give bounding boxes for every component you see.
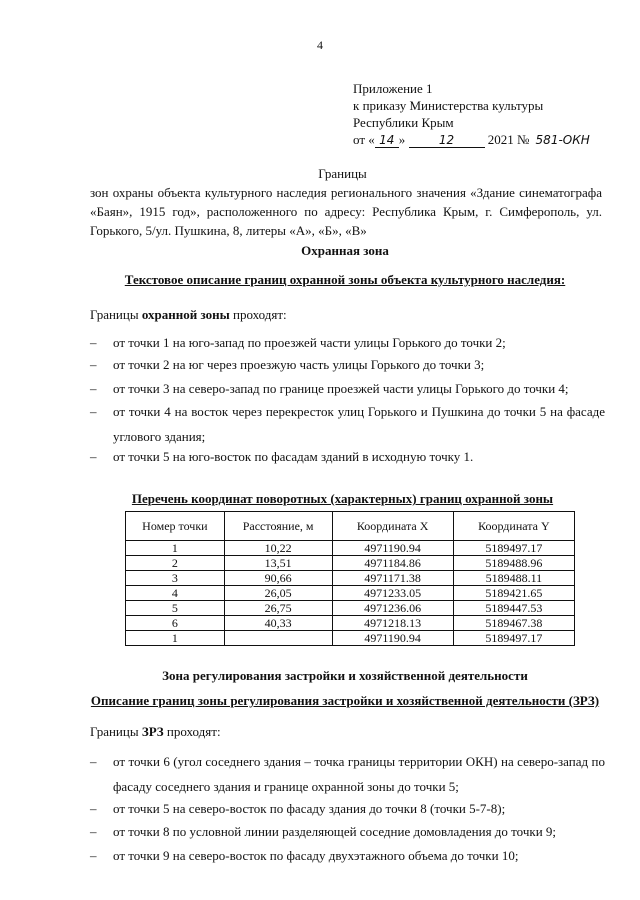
cell: 4 — [126, 586, 225, 601]
zrz-bullet — [90, 819, 605, 844]
cell: 5189497.17 — [453, 631, 574, 646]
bullet-text: от точки 8 по условной линии разделяющей соседние домовладения до точки 9; — [113, 824, 557, 839]
bullet-dash: – — [90, 754, 97, 769]
cell: 4971190.94 — [332, 541, 453, 556]
cell: 4971184.86 — [332, 556, 453, 571]
cell: 4971236.06 — [332, 601, 453, 616]
col-coord-x: Координата X — [332, 512, 453, 541]
doc-title: Границы — [318, 166, 367, 181]
bullet-dash: – — [90, 381, 97, 396]
table-header-row — [126, 512, 575, 541]
cell: 5189488.96 — [453, 556, 574, 571]
cell: 4971171.38 — [332, 571, 453, 586]
date-day: 14 — [375, 134, 399, 148]
cell: 5189447.53 — [453, 601, 574, 616]
table-row — [126, 586, 575, 601]
date-month: 12 — [409, 134, 485, 148]
cell: 5189467.38 — [453, 616, 574, 631]
protection-zone-heading: Охранная зона — [301, 243, 389, 258]
bullet-dash: – — [90, 357, 97, 372]
bullet-dash: – — [90, 335, 97, 350]
bullet-text: от точки 2 на юг через проезжую часть улицы Горького до точки 3; — [113, 357, 485, 372]
zrz-subheading: Описание границ зоны регулирования застройки и хозяйственной деятельности (ЗРЗ) — [90, 693, 600, 708]
cell: 40,33 — [224, 616, 332, 631]
bullet-text: от точки 5 на юго-восток по фасадам зданий в исходную точку 1. — [113, 449, 474, 464]
cell: 5 — [126, 601, 225, 616]
date-year-no: 2021 № — [487, 132, 530, 147]
appendix-line-3: Республики Крым — [353, 115, 454, 130]
bullet-text: от точки 1 на юго-запад по проезжей части улицы Горького до точки 2; — [113, 335, 506, 350]
cell: 4971233.05 — [332, 586, 453, 601]
page-number: 4 — [317, 38, 323, 52]
cell: 3 — [126, 571, 225, 586]
coordinates-table-title: Перечень координат поворотных (характерных) границ охранной зоны — [131, 491, 554, 506]
cell: 5189488.11 — [453, 571, 574, 586]
zrz-bullet — [90, 843, 605, 868]
bullet-text: от точки 4 на восток через перекресток улиц Горького и Пушкина до точки 5 на фасаде углового здания; — [113, 404, 605, 444]
appendix-date-line — [353, 131, 593, 148]
bullet-dash: – — [90, 801, 97, 816]
cell: 90,66 — [224, 571, 332, 586]
date-quote-close: » — [398, 132, 406, 147]
cell — [224, 631, 332, 646]
lead-bold: охранной зоны — [141, 307, 230, 322]
bullet-text: от точки 5 на северо-восток по фасаду здания до точки 8 (точки 5-7-8); — [113, 801, 506, 816]
lead-suffix: проходят: — [229, 307, 287, 322]
col-point-number: Номер точки — [126, 512, 225, 541]
coordinates-table — [125, 511, 575, 646]
appendix-line-2: к приказу Министерства культуры — [353, 98, 544, 113]
lead-prefix: Границы — [90, 307, 142, 322]
col-coord-y: Координата Y — [453, 512, 574, 541]
lead-bold: ЗРЗ — [141, 724, 164, 739]
protection-bullet — [90, 399, 605, 449]
table-row — [126, 631, 575, 646]
appendix-block — [353, 80, 593, 148]
cell: 13,51 — [224, 556, 332, 571]
table-row — [126, 616, 575, 631]
appendix-line-1: Приложение 1 — [353, 81, 433, 96]
protection-bullet — [90, 352, 605, 377]
zrz-heading: Зона регулирования застройки и хозяйственной деятельности — [162, 668, 528, 683]
bullet-text: от точки 6 (угол соседнего здания – точка границы территории ОКН) на северо-запад по фасаду соседнего здания и границе охранной зоны до точки 5; — [113, 754, 605, 794]
table-row — [126, 556, 575, 571]
bullet-dash: – — [90, 449, 97, 464]
cell: 6 — [126, 616, 225, 631]
protection-bullet — [90, 444, 605, 469]
table-row — [126, 601, 575, 616]
cell: 10,22 — [224, 541, 332, 556]
zrz-bullet — [90, 796, 605, 821]
table-row — [126, 541, 575, 556]
cell: 4971218.13 — [332, 616, 453, 631]
protection-lead — [90, 307, 287, 323]
zrz-lead — [90, 724, 221, 740]
cell: 5189497.17 — [453, 541, 574, 556]
lead-prefix: Границы — [90, 724, 142, 739]
cell: 4971190.94 — [332, 631, 453, 646]
cell: 26,05 — [224, 586, 332, 601]
bullet-dash: – — [90, 824, 97, 839]
table-row — [126, 571, 575, 586]
protection-zone-subheading: Текстовое описание границ охранной зоны объекта культурного наследия: — [124, 272, 566, 287]
date-from-label: от « — [353, 132, 375, 147]
protection-bullet — [90, 376, 605, 401]
cell: 2 — [126, 556, 225, 571]
intro-paragraph: зон охраны объекта культурного наследия регионального значения «Здание синематографа «Баян», 1915 год», расположенного по адресу: Республика Крым, г. Симферополь, ул. Горького, 5/ул. Пушкина, 8, литеры «А», «Б», «В» — [90, 185, 602, 238]
zrz-bullet — [90, 749, 605, 799]
cell: 26,75 — [224, 601, 332, 616]
cell: 1 — [126, 541, 225, 556]
cell: 5189421.65 — [453, 586, 574, 601]
bullet-text: от точки 3 на северо-запад по границе проезжей части улицы Горького до точки 4; — [113, 381, 569, 396]
cell: 1 — [126, 631, 225, 646]
bullet-text: от точки 9 на северо-восток по фасаду двухэтажного объема до точки 10; — [113, 848, 519, 863]
lead-suffix: проходят: — [163, 724, 221, 739]
bullet-dash: – — [90, 404, 97, 419]
col-distance: Расстояние, м — [224, 512, 332, 541]
order-number: 581-ОКН — [535, 133, 590, 147]
bullet-dash: – — [90, 848, 97, 863]
